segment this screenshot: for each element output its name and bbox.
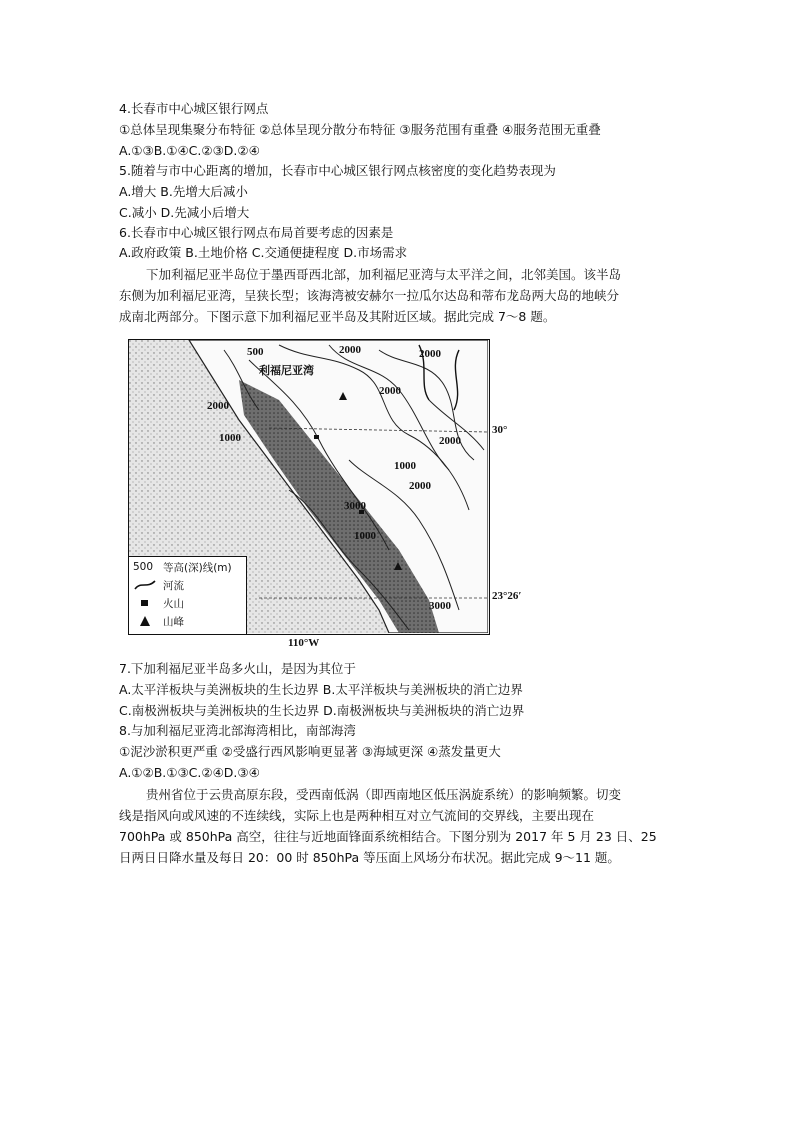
region-label: 利福尼亚湾 [259,365,314,377]
question-6-options: A.政府政策 B.土地价格 C.交通便捷程度 D.市场需求 [119,245,408,260]
question-7-stem: 7.下加利福尼亚半岛多火山，是因为其位于 [119,661,356,676]
contour-label: 2000 [339,344,361,356]
legend-volcano: 火山 [133,595,184,611]
contour-label: 2000 [439,435,461,447]
passage-2-line-1: 贵州省位于云贵高原东段，受西南低涡（即西南地区低压涡旋系统）的影响频繁。切变 [146,787,622,802]
river-icon [133,579,163,591]
question-4-statements: ①总体呈现集聚分布特征 ②总体呈现分散分布特征 ③服务范围有重叠 ④服务范围无重叠 [119,122,601,137]
question-5-stem: 5.随着与市中心距离的增加，长春市中心城区银行网点核密度的变化趋势表现为 [119,163,556,178]
contour-label: 2000 [419,348,441,360]
question-8-statements: ①泥沙淤积更严重 ②受盛行西风影响更显著 ③海域更深 ④蒸发量更大 [119,744,501,759]
question-7-options-ab: A.太平洋板块与美洲板块的生长边界 B.太平洋板块与美洲板块的消亡边界 [119,682,523,697]
question-4-stem: 4.长春市中心城区银行网点 [119,101,269,116]
passage-2-line-4: 日两日日降水量及每日 20：00 时 850hPa 等压面上风场分布状况。据此完成 9～11 题。 [119,850,620,865]
contour-label: 2000 [379,385,401,397]
contour-label: 1000 [219,432,241,444]
contour-label: 3000 [344,500,366,512]
passage-1-line-1: 下加利福尼亚半岛位于墨西哥西北部，加利福尼亚湾与太平洋之间，北邻美国。该半岛 [146,267,622,282]
question-8-options: A.①②B.①③C.②④D.③④ [119,765,260,780]
passage-1-line-2: 东侧为加利福尼亚湾，呈狭长型；该海湾被安赫尔一拉瓜尔达岛和蒂布龙岛两大岛的地峡分 [119,288,620,303]
legend-contour: 500 等高(深)线(m) [133,561,232,574]
baja-california-map [128,339,490,635]
passage-2-line-3: 700hPa 或 850hPa 高空，往往与近地面锋面系统相结合。下图分别为 2017 年 5 月 23 日、25 [119,829,657,844]
passage-2-line-2: 线是指风向或风速的不连续线，实际上也是两种相互对立气流间的交界线，主要出现在 [119,808,595,823]
map-legend [129,556,247,634]
question-5-options-cd: C.减小 D.先减小后增大 [119,205,250,220]
longitude-label: 110°W [288,637,320,649]
contour-label: 3000 [429,600,451,612]
passage-1-line-3: 成南北两部分。下图示意下加利福尼亚半岛及其附近区域。据此完成 7～8 题。 [119,309,556,324]
question-4-options: A.①③B.①④C.②③D.②④ [119,143,260,158]
question-6-stem: 6.长春市中心城区银行网点布局首要考虑的因素是 [119,225,394,240]
contour-sample: 500 [133,561,154,573]
latitude-label-tropic: 23°26′ [492,590,522,602]
question-5-options-ab: A.增大 B.先增大后减小 [119,184,248,199]
contour-label: 2000 [409,480,431,492]
question-8-stem: 8.与加利福尼亚湾北部海湾相比，南部海湾 [119,723,356,738]
latitude-label-30: 30° [492,424,508,436]
legend-peak: 山峰 [133,613,184,629]
question-7-options-cd: C.南极洲板块与美洲板块的生长边界 D.南极洲板块与美洲板块的消亡边界 [119,703,525,718]
peak-icon [133,615,163,627]
contour-label: 1000 [354,530,376,542]
volcano-icon [133,597,163,609]
contour-label: 2000 [207,400,229,412]
legend-river: 河流 [133,577,184,593]
contour-label: 500 [247,346,264,358]
contour-label: 1000 [394,460,416,472]
